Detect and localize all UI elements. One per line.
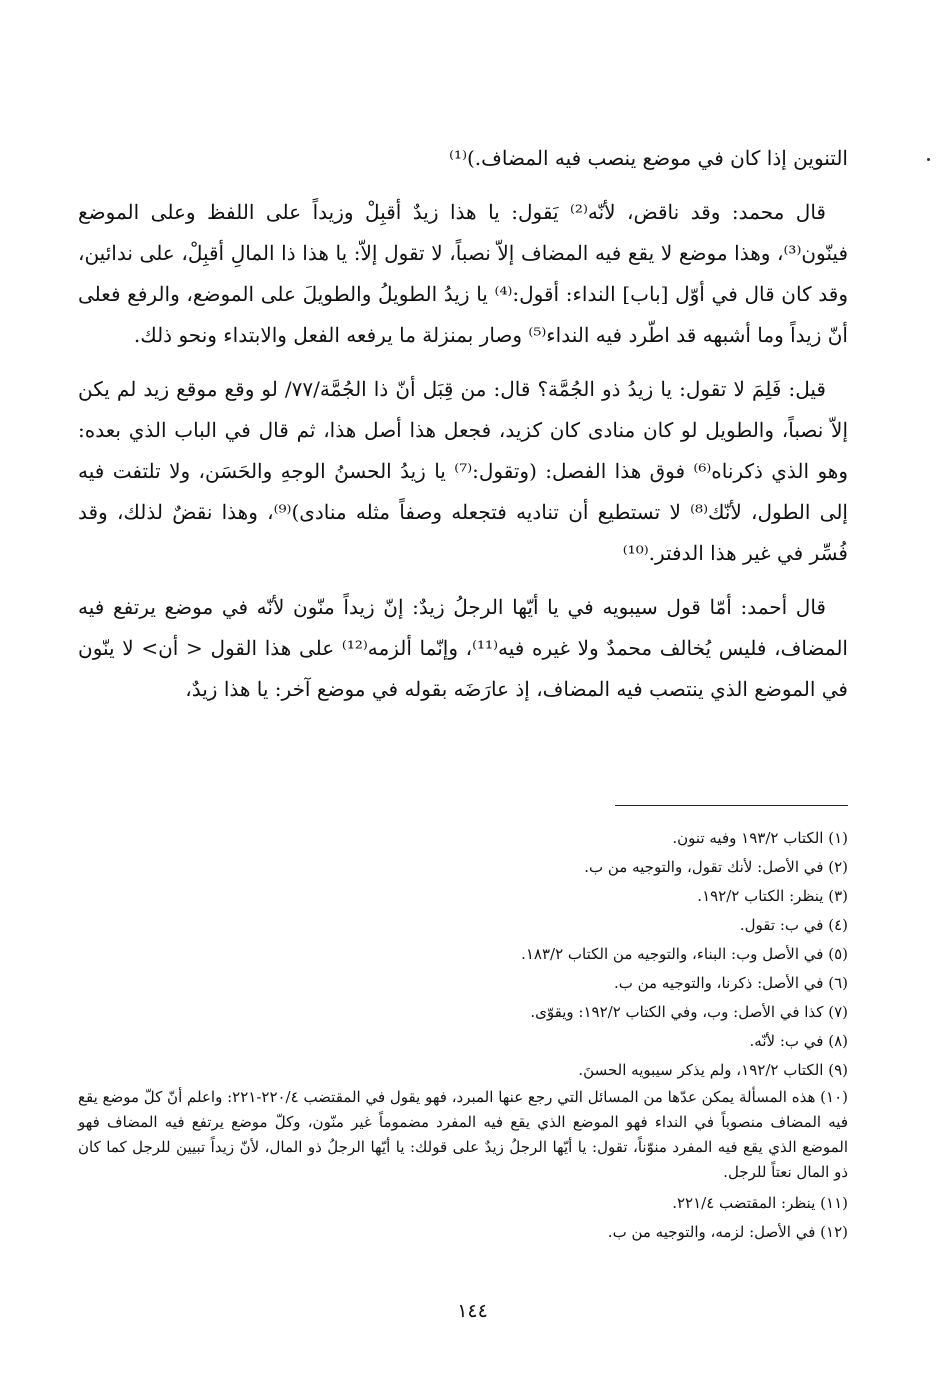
paragraph-muhammad: قال محمد: وقد ناقض، لأنّه⁽²⁾ يَقول: يا هذا زيدٌ أقبِلْ وزيداً على اللفظ وعلى الموضع فينّون⁽³⁾، وهذا موضع لا يقع فيه المضاف إلاّ نصباً، لا تقول إلاّ: يا هذا ذا المالِ أقبِلْ، على ندائين، وقد كان قال في أوّل [باب] النداء: أقول:⁽⁴⁾ يا زيدُ الطويلُ والطويلَ على الموضع، والرفع فعلى أنّ زيداً وما أشبهه قد اطّرد فيه النداء⁽⁵⁾ وصار بمنزلة ما يرفعه الفعل والابتداء ونحو ذلك. — [78, 200, 848, 347]
footnote-4: (٤) في ب: تقول. — [739, 916, 848, 934]
footnote-8: (٨) في ب: لأنّه. — [749, 1032, 848, 1050]
page-number: ١٤٤ — [457, 1300, 488, 1322]
margin-mark — [927, 158, 930, 161]
footnote-separator — [615, 805, 848, 806]
footnote-9: (٩) الكتاب ١٩٢/٢، ولم يذكر سيبويه الحسنَ. — [578, 1061, 848, 1079]
footnote-2: (٢) في الأصل: لأنك تقول، والتوجيه من ب. — [584, 858, 848, 876]
paragraph-qila: قيل: فَلِمَ لا تقول: يا زيدُ ذو الجُمَّة؟ قال: من قِبَل أنّ ذا الجُمَّة/٧٧/ لو وقع موقع زيد لم يكن إلاّ نصباً، والطويل لو كان منادى كان كزيد، فجعل هذا أصل هذا، ثم قال في الباب الذي بعده: وهو الذي ذكرناه⁽⁶⁾ فوق هذا الفصل: (وتقول:⁽⁷⁾ يا زيدُ الحسنُ الوجهِ والحَسَن، ولا تلتفت فيه إلى الطول، لأنّك⁽⁸⁾ لا تستطيع أن تناديه فتجعله وصفاً مثله منادى)⁽⁹⁾، وهذا نقضٌ لذلك، وقد فُسِّر في غير هذا الدفتر.⁽¹⁰⁾ — [78, 377, 848, 565]
footnote-12: (١٢) في الأصل: لزمه، والتوجيه من ب. — [607, 1223, 848, 1241]
footnote-1: (١) الكتاب ١٩٣/٢ وفيه تنون. — [672, 829, 848, 847]
footnote-10: (١٠) هذه المسألة يمكن عدّها من المسائل التي رجع عنها المبرد، فهو يقول في المقتضب ٢٢٠/٤-٢٢١: واعلم أنّ كلّ موضع يقع فيه المضاف منصوباً في النداء فهو الموضع الذي يقع فيه المفرد مضموماً غير منّون، وكلّ موضع يرتفع فيه المضاف فهو الموضع الذي يقع فيه المفرد منوّناً، تقول: يا أيّها الرجلُ زيدٌ على قولك: يا أيّها الرجلُ ذو المال، لأنّ زيداً تبيين للرجل كما كان ذو المال نعتاً للرجل. — [78, 1088, 848, 1181]
footnote-3: (٣) ينظر: الكتاب ١٩٢/٢. — [697, 887, 848, 905]
footnote-7: (٧) كذا في الأصل: وب، وفي الكتاب ١٩٢/٢: ويقوّى. — [530, 1003, 848, 1021]
paragraph-ahmad: قال أحمد: أمّا قول سيبويه في يا أيّها الرجلُ زيدٌ: إنّ زيداً منّون لأنّه في موضع يرتفع فيه المضاف، فليس يُخالف محمدٌ ولا غيره فيه⁽¹¹⁾، وإنّما ألزمه⁽¹²⁾ على هذا القول < أن> لا ينّون في الموضع الذي ينتصب فيه المضاف، إذ عارَضَه بقوله في موضع آخر: يا هذا زيدٌ، — [78, 595, 848, 701]
main-text — [78, 138, 848, 723]
footnote-11: (١١) ينظر: المقتضب ٢٢١/٤. — [672, 1194, 848, 1212]
footnotes — [78, 824, 848, 1247]
footnote-5: (٥) في الأصل وب: البناء، والتوجيه من الكتاب ١٨٣/٢. — [521, 945, 848, 963]
footnote-6: (٦) في الأصل: ذكرنا، والتوجيه من ب. — [613, 974, 848, 992]
paragraph-continuation: التنوين إذا كان في موضع ينصب فيه المضاف.)⁽¹⁾ — [449, 146, 848, 170]
